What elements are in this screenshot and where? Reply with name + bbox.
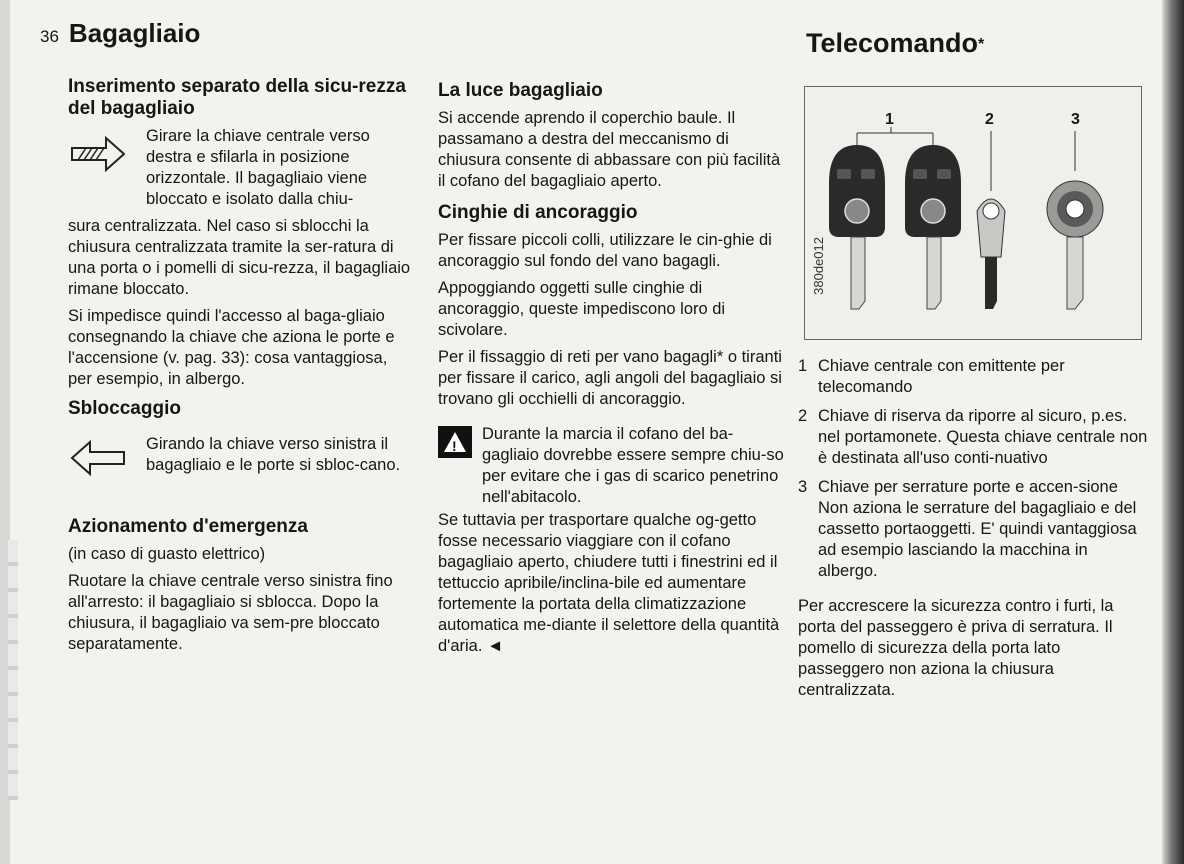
thumb-index-tabs	[8, 540, 18, 800]
callout-2: 2	[985, 111, 994, 128]
right-column	[798, 356, 1148, 707]
keys-illustration	[805, 87, 1141, 339]
section-heading-separate-lock: Inserimento separato della sicu-rezza del bagagliaio	[68, 76, 406, 119]
separate-lock-note: Si impedisce quindi l'accesso al baga-gliaio consegnando la chiave che aziona le porte e l'accensione (v. pag. 33): cosa vantaggiosa, per esempio, in albergo.	[68, 307, 395, 388]
unlock-instruction	[68, 434, 414, 494]
warning-text-continued	[438, 510, 784, 657]
keys-figure	[804, 86, 1142, 340]
warning-icon: !	[438, 426, 472, 458]
list-item: 2 Chiave di riserva da riporre al sicuro, p.es. nel portamonete. Questa chiave centrale non è destinata all'uso conti-nuativo	[798, 407, 1148, 467]
section-title-remote	[806, 28, 984, 59]
list-item: 3 Chiave per serrature porte e accen-sione Non aziona le serrature del bagagliaio e del cassetto portaoggetti. E' quindi vantaggiosa ad esempio lasciando la macchina in albergo.	[798, 478, 1137, 580]
warning-text: Durante la marcia il cofano del ba-gagliaio dovrebbe essere sempre chiu-so per evitare che i gas di scarico penetrino nell'abitacolo.	[482, 425, 784, 506]
emergency-subtitle: (in caso di guasto elettrico)	[68, 545, 266, 563]
separate-lock-instruction	[68, 126, 414, 210]
callout-3: 3	[1071, 111, 1080, 128]
list-item-sub: Non aziona le serrature del bagagliaio e del cassetto portaoggetti. E' quindi vantaggiosa ad esempio lasciando la macchina in albergo.	[818, 499, 1137, 580]
left-column	[68, 76, 414, 661]
callout-1: 1	[885, 111, 894, 128]
page-number: 36	[40, 27, 59, 46]
master-key-1	[829, 145, 885, 309]
warning-text-2: Se tuttavia per trasportare qualche og-getto fosse necessario viaggiare con il cofano bagagliaio aperto, chiudere tutti i finestrini ed il tettuccio apribile/inclina-bile ed aumentare fortemente la portata della climatizzazione automatica me-diante il selettore della quantità d'aria.	[438, 511, 780, 655]
separate-lock-text: Girare la chiave centrale verso destra e sfilarla in posizione orizzontale. Il bagagliaio viene bloccato e isolato dalla chiu-	[146, 127, 370, 208]
emergency-text: Ruotare la chiave centrale verso sinistra fino all'arresto: il bagagliaio si sblocca. Dopo la chiusura, il bagagliaio va sem-pre bloccato separatamente.	[68, 572, 393, 653]
list-item: 1 Chiave centrale con emittente per telecomando	[798, 357, 1065, 396]
master-key-2	[905, 145, 961, 309]
trunk-light-text: Si accende aprendo il coperchio baule. Il passamano a destra del meccanismo di chiusura consente di abbassare con più facilità il cofano del bagagliaio aperto.	[438, 109, 781, 190]
key-turn-right-icon	[68, 134, 128, 178]
end-mark: ◄	[487, 637, 504, 655]
separate-lock-continued: sura centralizzata. Nel caso si sblocchi la chiusura centralizzata tramite la ser-ratura di una porta o i pomelli di sicu-rezza, il bagagliaio rimane bloccato.	[68, 217, 411, 298]
unlock-text: Girando la chiave verso sinistra il bagagliaio e le porte si sbloc-cano.	[146, 435, 401, 474]
key-turn-left-icon	[68, 438, 128, 482]
figure-code: 380de012	[811, 237, 826, 295]
page-header	[40, 18, 200, 49]
section-heading-emergency: Azionamento d'emergenza	[68, 516, 308, 537]
warning-block	[438, 424, 784, 508]
middle-column	[438, 80, 784, 663]
straps-text-2: Appoggiando oggetti sulle cinghie di ancoraggio, queste impediscono loro di scivolare.	[438, 279, 726, 339]
straps-text-3: Per il fissaggio di reti per vano bagagli* o tiranti per fissare il carico, agli angoli del bagagliaio si trovano gli occhielli di ancoraggio.	[438, 348, 782, 408]
section-heading-straps: Cinghie di ancoraggio	[438, 202, 638, 223]
remote-title: Telecomando	[806, 28, 979, 58]
page-title: Bagagliaio	[68, 18, 201, 48]
section-heading-trunk-light: La luce bagagliaio	[438, 80, 603, 101]
valet-key	[1047, 181, 1103, 309]
section-heading-unlock: Sbloccaggio	[68, 398, 181, 419]
key-list	[798, 356, 1148, 582]
spare-key	[977, 199, 1005, 309]
straps-text-1: Per fissare piccoli colli, utilizzare le cin-ghie di ancoraggio sul fondo del vano bagagli.	[438, 231, 772, 270]
remote-title-star: *	[978, 35, 985, 53]
page-edge-shadow	[1162, 0, 1184, 864]
closing-paragraph: Per accrescere la sicurezza contro i furti, la porta del passeggero è priva di serratura. Il pomello di sicurezza della porta lato passeggero non aziona la chiusura centralizzata.	[798, 597, 1114, 699]
